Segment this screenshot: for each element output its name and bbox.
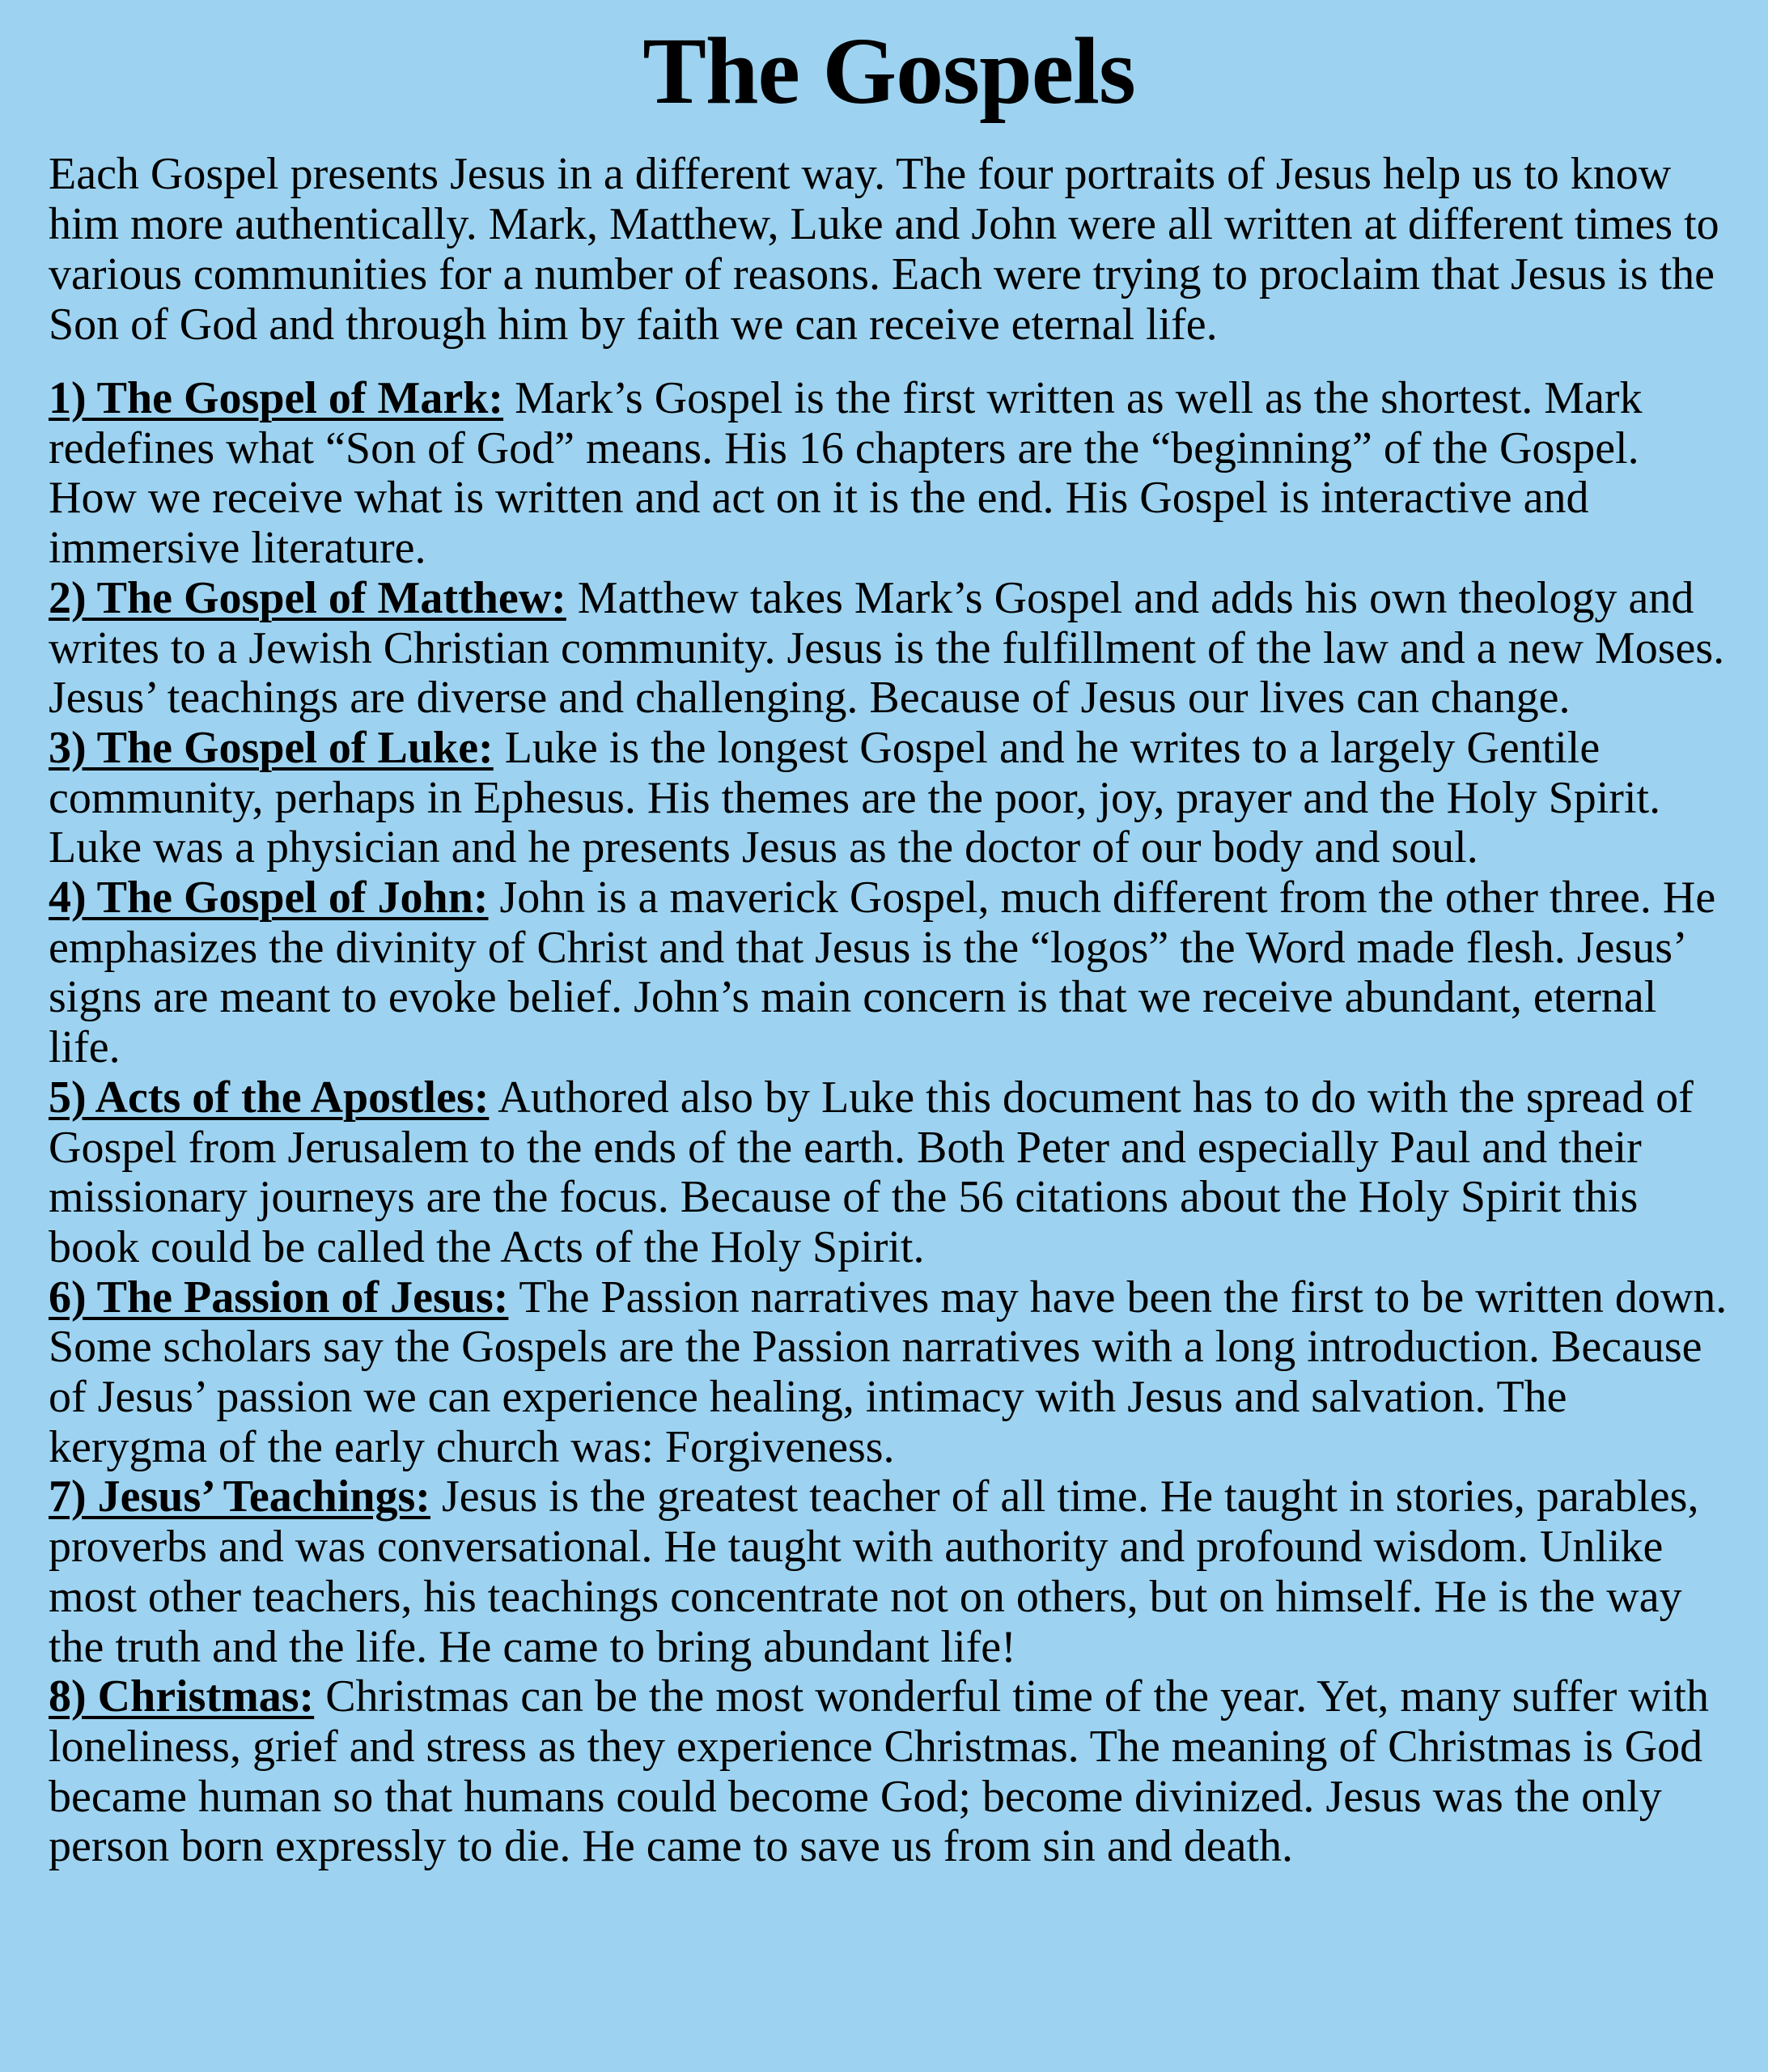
section-heading: 8) Christmas: <box>49 1671 315 1722</box>
section-heading: 5) Acts of the Apostles: <box>49 1072 490 1123</box>
section-heading: 1) The Gospel of Mark: <box>49 373 504 423</box>
section-heading: 2) The Gospel of Matthew: <box>49 572 566 623</box>
section-text: Authored also by Luke this document has to do with the spread of Gospel from Jerusalem to the ends of the earth. Both Peter and especially Paul and their missionary journeys are the focus. Because of the 56 citations about the Holy Spirit this book could be called the Acts of the Holy Spirit. <box>49 1072 1694 1272</box>
section-john <box>49 873 1729 1073</box>
section-matthew <box>49 574 1729 724</box>
section-heading: 6) The Passion of Jesus: <box>49 1272 509 1323</box>
section-luke <box>49 724 1729 873</box>
gospel-sections <box>49 374 1729 1872</box>
section-mark <box>49 374 1729 574</box>
section-christmas <box>49 1672 1729 1872</box>
section-text: Christmas can be the most wonderful time of the year. Yet, many suffer with loneliness, grief and stress as they experience Christmas. The meaning of Christmas is God became human so that humans could become God; become divinized. Jesus was the only person born expressly to die. He came to save us from sin and death. <box>49 1671 1709 1872</box>
section-text: Jesus is the greatest teacher of all time. He taught in stories, parables, proverbs and was conversational. He taught with authority and profound wisdom. Unlike most other teachers, his teachings concentrate not on others, but on himself. He is the way the truth and the life. He came to bring abundant life! <box>49 1471 1699 1672</box>
section-text: Luke is the longest Gospel and he writes to a largely Gentile community, perhaps in Ephesus. His themes are the poor, joy, prayer and the Holy Spirit. Luke was a physician and he presents Jesus as the doctor of our body and soul. <box>49 722 1661 873</box>
section-teachings <box>49 1472 1729 1672</box>
section-heading: 7) Jesus’ Teachings: <box>49 1471 430 1522</box>
section-heading: 3) The Gospel of Luke: <box>49 722 494 773</box>
section-heading: 4) The Gospel of John: <box>49 873 489 923</box>
page-title: The Gospels <box>642 18 1135 124</box>
section-text: Mark’s Gospel is the first written as well as the shortest. Mark redefines what “Son of God” means. His 16 chapters are the “beginning” of the Gospel. How we receive what is written and act on it is the end. His Gospel is interactive and immersive literature. <box>49 373 1643 574</box>
section-acts <box>49 1073 1729 1273</box>
section-passion <box>49 1273 1729 1473</box>
section-text: John is a maverick Gospel, much different from the other three. He emphasizes the divinity of Christ and that Jesus is the “logos” the Word made flesh. Jesus’ signs are meant to evoke belief. John’s main concern is that we receive abundant, eternal life. <box>49 873 1716 1073</box>
section-text: The Passion narratives may have been the first to be written down. Some scholars say the Gospels are the Passion narratives with a long introduction. Because of Jesus’ passion we can experience healing, intimacy with Jesus and salvation. The kerygma of the early church was: Forgiveness. <box>49 1272 1728 1472</box>
section-text: Matthew takes Mark’s Gospel and adds his own theology and writes to a Jewish Christian community. Jesus is the fulfillment of the law and a new Moses. Jesus’ teachings are diverse and challenging. Because of Jesus our lives can change. <box>49 572 1725 724</box>
intro-paragraph: Each Gospel presents Jesus in a different way. The four portraits of Jesus help us to know him more authentically. Mark, Matthew, Luke and John were all written at different times to various communities for a number of reasons. Each were trying to proclaim that Jesus is the Son of God and through him by faith we can receive eternal life. <box>49 149 1719 350</box>
